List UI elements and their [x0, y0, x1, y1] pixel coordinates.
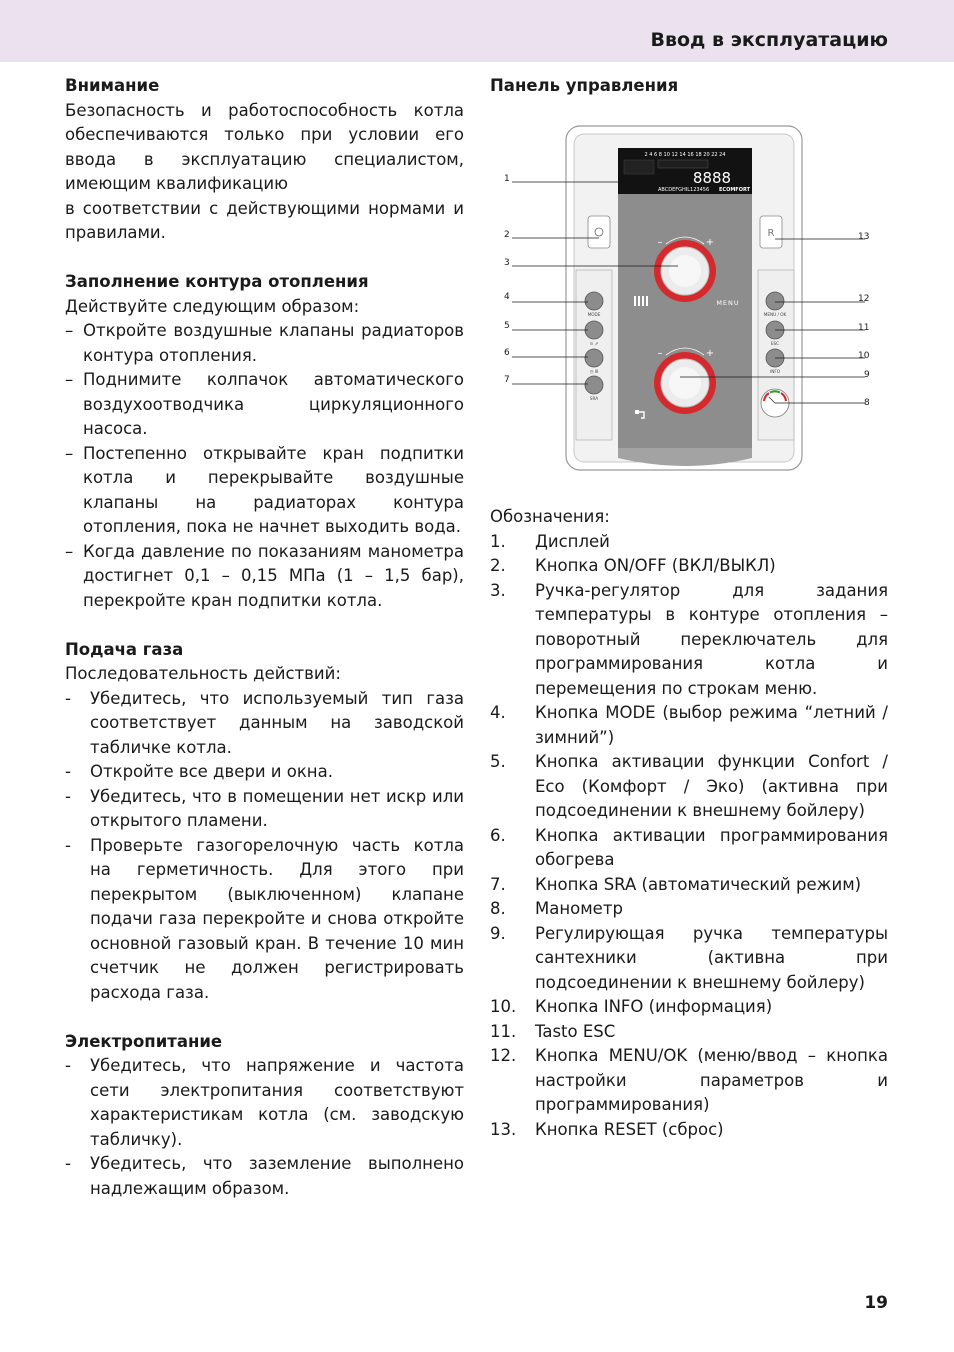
list-marker: –: [65, 321, 74, 340]
lcd-bar-segment: [658, 160, 708, 168]
legend-text: Tasto ESC: [535, 1021, 616, 1041]
reset-label: R: [767, 228, 775, 239]
callout-number: 1: [504, 174, 510, 184]
header-band: [0, 0, 954, 62]
list-item: [65, 687, 464, 761]
heating-circuit-steps: [65, 319, 464, 613]
mode-button[interactable]: [585, 292, 603, 310]
menu-ok-button[interactable]: [766, 292, 784, 310]
right-column: [490, 74, 888, 99]
power-supply-steps: [65, 1054, 464, 1201]
legend-number: 1.: [490, 531, 506, 551]
attention-paragraph-1: Безопасность и работоспособность котла обеспечиваются только при условии его ввода в эксплуатацию специалистом, имеющим квалификацию: [65, 100, 464, 193]
legend-number: 8.: [490, 899, 506, 918]
legend-number: 9.: [490, 923, 506, 943]
water-knob-center: [669, 367, 701, 399]
callout-number: 10: [858, 351, 870, 361]
legend-item: [490, 897, 888, 922]
legend-number: 5.: [490, 752, 506, 771]
lcd-subtext: ABCDEFGHIL123456: [658, 187, 710, 193]
lcd-digits: 8888: [692, 169, 732, 187]
list-item-text: Поднимите колпачок автоматического воздухоотводчика циркуляционного насоса.: [83, 370, 464, 438]
legend-text: Кнопка активации программирования обогрева: [535, 825, 888, 869]
callout-number: 3: [504, 258, 510, 268]
power-supply-heading: Электропитание: [65, 1031, 223, 1051]
list-marker: -: [65, 1056, 71, 1075]
legend-text: Кнопка SRA (автоматический режим): [535, 874, 862, 894]
legend-number: 7.: [490, 874, 506, 894]
callout-number: 2: [504, 230, 510, 240]
legend-text: Кнопка RESET (сброс): [535, 1119, 724, 1139]
callout-number: 9: [864, 370, 870, 380]
left-column: [65, 74, 464, 1201]
legend-item: [490, 1020, 888, 1045]
callout-number: 12: [858, 294, 870, 304]
menu-label: MENU: [716, 299, 740, 307]
list-item-text: Когда давление по показаниям манометра достигнет 0,1 – 0,15 МПа (1 – 1,5 бар), перекройте кран подпитки котла.: [83, 541, 464, 610]
list-item: [65, 834, 464, 1006]
list-item-text: Проверьте газогорелочную часть котла на герметичность. Для этого при перекрытом (выключенном) клапане подачи газа перекройте и снова откройте основной газовый кран. В течение 10 мин счетчик не должен регистрировать расхода газа.: [90, 835, 464, 1002]
legend-text: Дисплей: [535, 531, 610, 551]
legend-title: Обозначения:: [490, 507, 610, 526]
control-panel-diagram: [490, 104, 890, 484]
legend-number: 10.: [490, 997, 517, 1016]
esc-button-label: ESC: [770, 341, 780, 346]
comfort-eco-icon: ⊙ ⇗: [589, 342, 599, 347]
legend-text: Регулирующая ручка температуры сантехники (активна при подсоединении к внешнему бойлеру): [535, 923, 888, 992]
legend-text: Манометр: [535, 899, 623, 918]
legend-number: 13.: [490, 1119, 517, 1139]
manometer-green-zone: [770, 391, 780, 392]
list-item: [65, 319, 464, 368]
list-item-text: Постепенно открывайте кран подпитки котла и перекрывайте воздушные клапаны на радиаторах контура отопления, пока не начнет выходить вода.: [83, 443, 464, 536]
legend-text: Кнопка MODE (выбор режима “летний / зимний”): [535, 703, 888, 747]
callout-number: 8: [864, 398, 870, 408]
callout-number: 4: [504, 292, 510, 302]
legend-text: Ручка-регулятор для задания температуры в контуре отопления – поворотный переключатель для программирования котла и перемещения по строкам меню.: [535, 580, 888, 698]
lcd-left-segment: [624, 160, 654, 174]
sra-button[interactable]: [585, 376, 603, 394]
menu-ok-button-label: MENU / OK: [763, 312, 787, 317]
page-header-title: Ввод в эксплуатацию: [650, 29, 888, 51]
legend-text: Кнопка INFO (информация): [535, 997, 773, 1016]
legend-number: 2.: [490, 556, 506, 575]
legend-list: [490, 530, 888, 1143]
mode-button-label: MODE: [587, 312, 601, 317]
list-marker: -: [65, 1154, 71, 1173]
legend-text: Кнопка MENU/OK (меню/ввод – кнопка настройки параметров и программирования): [535, 1046, 888, 1114]
list-marker: –: [65, 541, 74, 561]
list-marker: -: [65, 835, 71, 855]
legend-item: [490, 873, 888, 898]
lcd-scale: 2 4 6 8 10 12 14 16 18 20 22 24: [644, 152, 726, 158]
spacer: [65, 613, 464, 638]
heating-knob-minus: –: [657, 237, 663, 248]
heating-program-button[interactable]: [585, 349, 603, 367]
spacer: [65, 246, 464, 271]
heating-knob-center: [669, 255, 701, 287]
attention-paragraph-2: в соответствии с действующими нормами и правилами.: [65, 198, 464, 242]
legend-item: [490, 1044, 888, 1118]
list-item: [65, 1054, 464, 1152]
water-knob-minus: –: [657, 348, 663, 359]
on-off-button[interactable]: [588, 216, 610, 248]
legend-item: [490, 750, 888, 824]
legend-item: [490, 579, 888, 702]
list-item-text: Убедитесь, что используемый тип газа соответствует данным на заводской табличке котла.: [90, 688, 464, 757]
list-marker: -: [65, 762, 71, 781]
list-item-text: Убедитесь, что в помещении нет искр или открытого пламени.: [90, 786, 464, 830]
list-item: [65, 760, 464, 785]
legend-item: [490, 995, 888, 1020]
list-marker: –: [65, 370, 74, 389]
list-item-text: Убедитесь, что заземление выполнено надлежащим образом.: [90, 1154, 464, 1198]
legend-text: Кнопка ON/OFF (ВКЛ/ВЫКЛ): [535, 556, 776, 575]
legend-text: Кнопка активации функции Confort / Eco (Комфорт / Эко) (активна при подсоединении к внешнему бойлеру): [535, 752, 888, 820]
legend-number: 6.: [490, 825, 506, 845]
control-panel-figure: [490, 104, 890, 484]
gas-supply-steps: [65, 687, 464, 1006]
heating-knob-plus: +: [705, 237, 715, 248]
legend-item: [490, 701, 888, 750]
callout-number: 6: [504, 348, 510, 358]
callout-number: 11: [858, 323, 870, 333]
page-number: 19: [864, 1293, 888, 1313]
list-item: [65, 785, 464, 834]
legend-item: [490, 824, 888, 873]
list-item-text: Откройте все двери и окна.: [90, 762, 333, 781]
sra-button-label: SRA: [589, 396, 599, 401]
water-knob-plus: +: [705, 348, 715, 359]
lcd-brand: ECOMFORT: [718, 187, 750, 193]
list-marker: –: [65, 443, 74, 463]
gas-supply-heading: Подача газа: [65, 639, 184, 659]
legend-number: 4.: [490, 703, 506, 722]
legend-item: [490, 530, 888, 555]
legend-item: [490, 922, 888, 996]
clock-icon: ◷ Ⅲ: [589, 370, 599, 375]
heating-circuit-heading: Заполнение контура отопления: [65, 272, 369, 291]
list-item: [65, 1152, 464, 1201]
callout-number: 5: [504, 321, 510, 331]
callout-number: 13: [858, 232, 870, 242]
attention-heading: Внимание: [65, 76, 160, 95]
list-item: [65, 442, 464, 540]
info-button-label: INFO: [769, 369, 781, 374]
control-panel-heading: Панель управления: [490, 76, 679, 95]
legend: [490, 505, 888, 1142]
spacer: [65, 1005, 464, 1030]
list-item: [65, 368, 464, 442]
legend-number: 11.: [490, 1021, 517, 1041]
legend-number: 3.: [490, 580, 506, 600]
heating-circuit-intro: Действуйте следующим образом:: [65, 296, 360, 316]
gas-supply-intro: Последовательность действий:: [65, 664, 341, 683]
list-item-text: Убедитесь, что напряжение и частота сети электропитания соответствуют характеристикам котла (см. заводскую табличку).: [90, 1056, 464, 1149]
legend-item: [490, 1118, 888, 1143]
legend-item: [490, 554, 888, 579]
list-marker: -: [65, 786, 71, 806]
legend-number: 12.: [490, 1046, 517, 1065]
list-item-text: Откройте воздушные клапаны радиаторов контура отопления.: [83, 321, 464, 365]
callout-number: 7: [504, 375, 510, 385]
list-item: [65, 540, 464, 614]
list-marker: -: [65, 688, 71, 708]
